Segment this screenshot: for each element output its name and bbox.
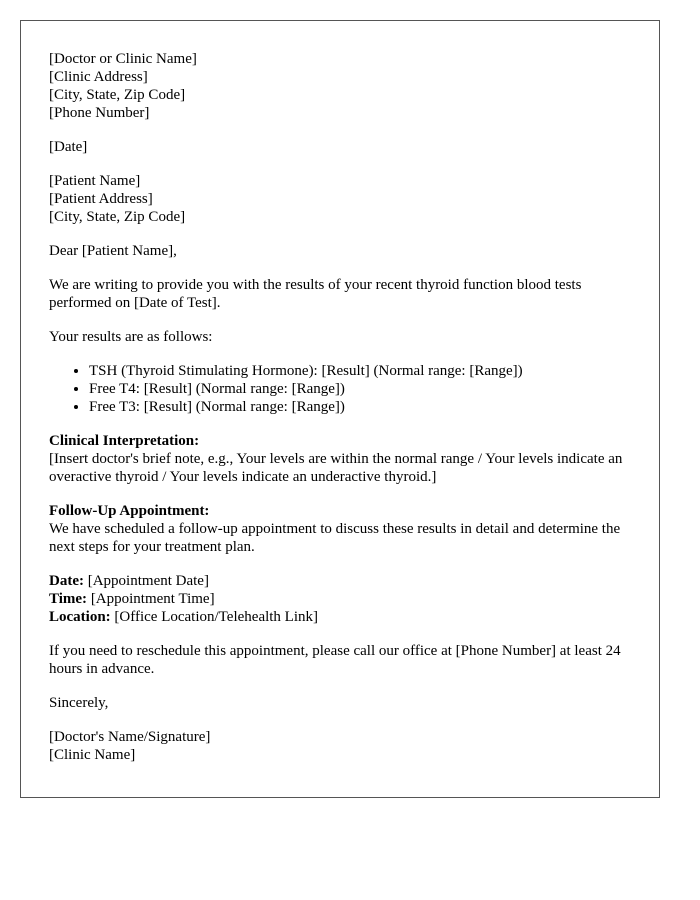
sender-phone: [Phone Number]: [49, 105, 150, 121]
appointment-location-value: [Office Location/Telehealth Link]: [114, 609, 319, 625]
interpretation-text: [Insert doctor's brief note, e.g., Your levels are within the normal range / Your levels indicate an overactive thyroid / Your levels indicate an underactive thyroid.]: [49, 451, 623, 485]
appointment-date-value: [Appointment Date]: [87, 573, 209, 589]
sender-name: [Doctor or Clinic Name]: [49, 51, 197, 67]
closing: Sincerely,: [49, 695, 109, 711]
signature-clinic: [Clinic Name]: [49, 747, 136, 763]
results-intro: Your results are as follows:: [49, 329, 213, 345]
result-item-tsh: • TSH (Thyroid Stimulating Hormone): [Result] (Normal range: [Range]): [89, 362, 631, 380]
salutation: Dear [Patient Name],: [49, 243, 177, 259]
follow-up-section: [49, 502, 631, 556]
recipient-block: [49, 172, 631, 226]
sender-address: [Clinic Address]: [49, 69, 148, 85]
sender-block: [49, 50, 631, 122]
appointment-details: [49, 572, 631, 626]
sender-city-state-zip: [City, State, Zip Code]: [49, 87, 186, 103]
appointment-time-value: [Appointment Time]: [90, 591, 215, 607]
intro-paragraph: We are writing to provide you with the results of your recent thyroid function blood tests performed on [Date of Test].: [49, 277, 582, 311]
result-item-free-t3: • Free T3: [Result] (Normal range: [Range]): [89, 398, 631, 416]
interpretation-heading: Clinical Interpretation:: [49, 433, 200, 449]
recipient-name: [Patient Name]: [49, 173, 141, 189]
reschedule-paragraph: If you need to reschedule this appointment, please call our office at [Phone Number] at least 24 hours in advance.: [49, 643, 621, 677]
follow-up-text: We have scheduled a follow-up appointment to discuss these results in detail and determine the next steps for your treatment plan.: [49, 521, 621, 555]
results-list: [49, 362, 631, 416]
appointment-time-label: Time:: [49, 591, 88, 607]
recipient-city-state-zip: [City, State, Zip Code]: [49, 209, 186, 225]
signature-block: [49, 728, 631, 764]
letter-date: [Date]: [49, 139, 88, 155]
result-item-free-t4: • Free T4: [Result] (Normal range: [Range]): [89, 380, 631, 398]
recipient-address: [Patient Address]: [49, 191, 153, 207]
signature-name: [Doctor's Name/Signature]: [49, 729, 211, 745]
follow-up-heading: Follow-Up Appointment:: [49, 503, 210, 519]
letter-container: [20, 20, 660, 798]
appointment-date-label: Date:: [49, 573, 84, 589]
interpretation-section: [49, 432, 631, 486]
appointment-location-label: Location:: [49, 609, 111, 625]
